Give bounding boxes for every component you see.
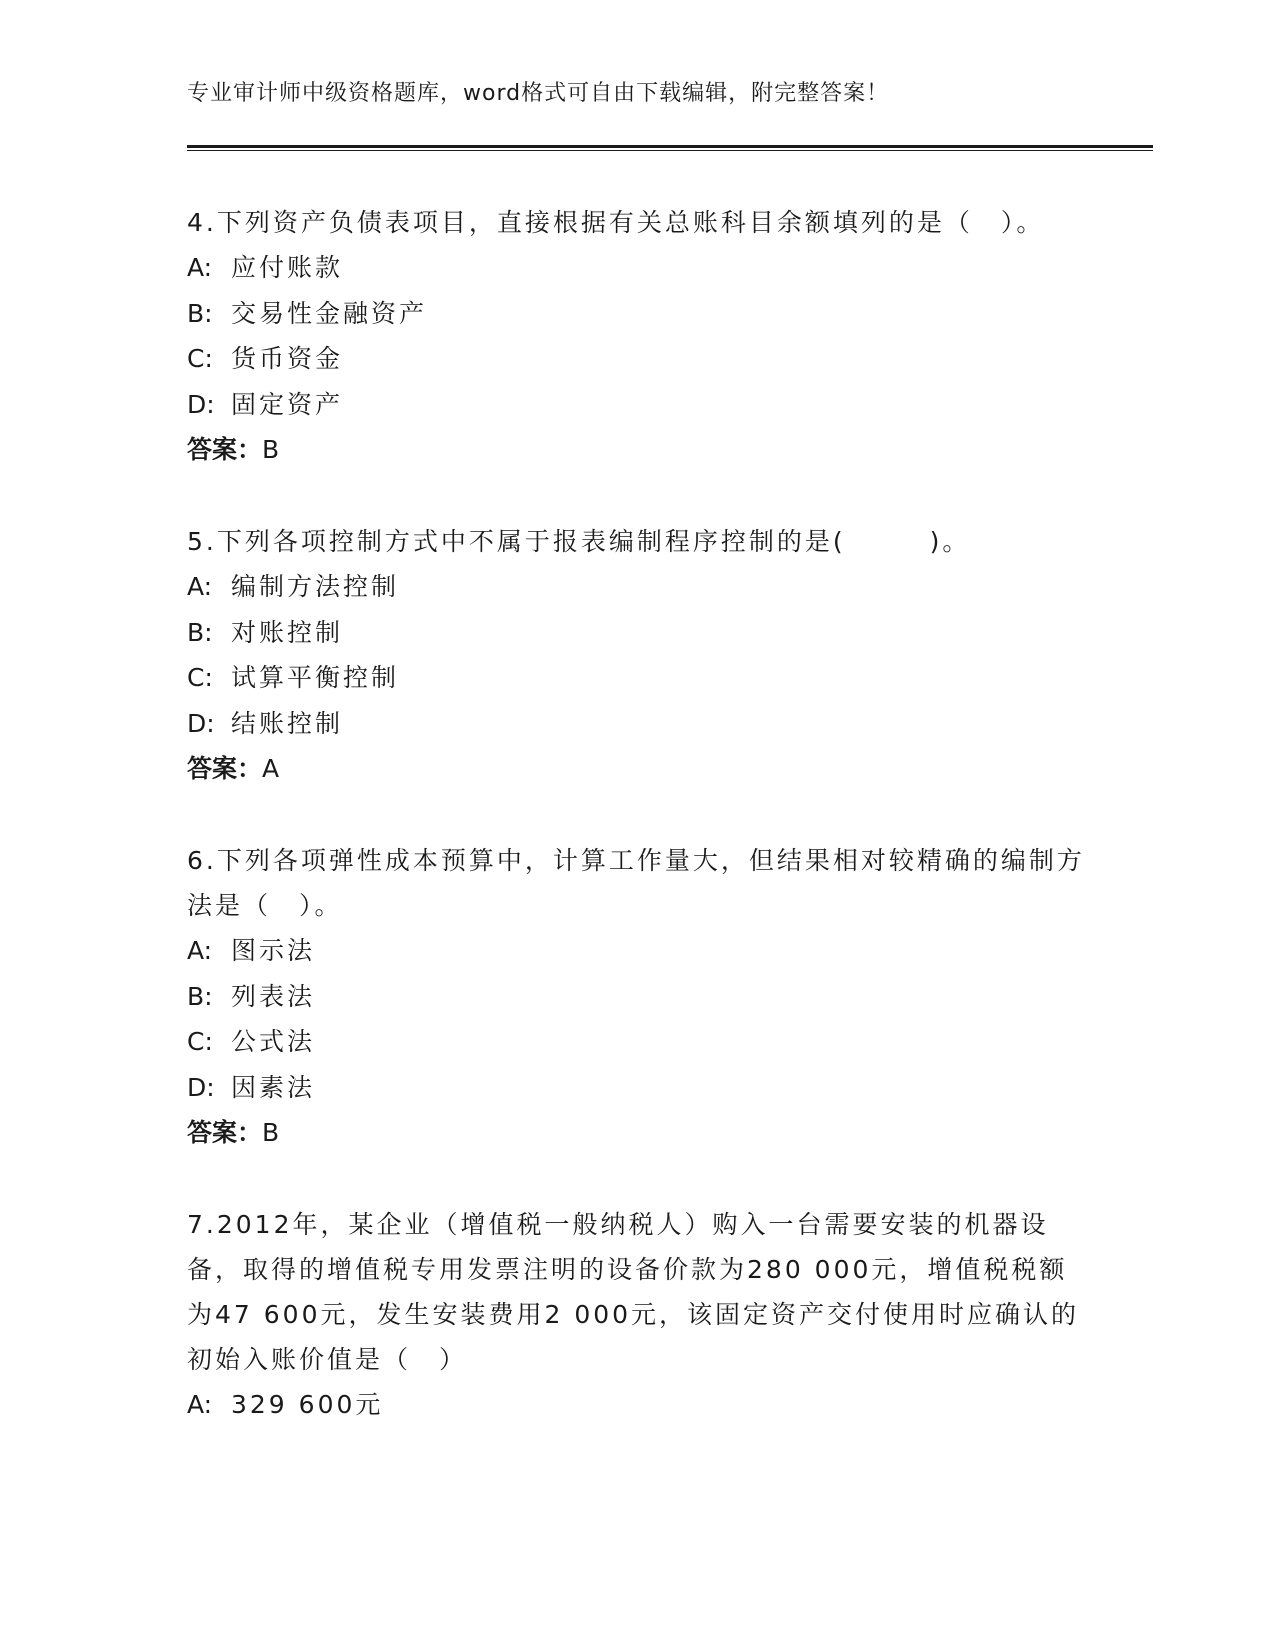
- option-c: [187, 1019, 1087, 1065]
- option-a: [187, 1382, 1087, 1428]
- option-letter: B:: [187, 981, 213, 1011]
- option-text: 编制方法控制: [231, 572, 400, 601]
- option-text: 应付账款: [231, 253, 344, 282]
- option-text: 交易性金融资产: [231, 298, 428, 328]
- header-divider: [187, 145, 1153, 148]
- option-text: 货币资金: [231, 344, 344, 373]
- answer-value: B: [262, 1118, 280, 1147]
- question-stem: 6.下列各项弹性成本预算中，计算工作量大，但结果相对较精确的编制方法是（ ）。: [187, 846, 1085, 920]
- answer-line: [187, 746, 1087, 792]
- answer-value: A: [262, 754, 280, 783]
- option-a: [187, 564, 1087, 610]
- option-d: [187, 701, 1087, 747]
- option-text: 图示法: [231, 936, 316, 965]
- question-item: [187, 200, 1087, 473]
- question-item: [187, 519, 1087, 792]
- option-text: 列表法: [231, 981, 316, 1011]
- option-letter: A:: [187, 936, 213, 965]
- answer-value: B: [262, 435, 280, 464]
- option-d: [187, 382, 1087, 428]
- page-header: 专业审计师中级资格题库，word格式可自由下载编辑，附完整答案！: [187, 81, 890, 106]
- question-stem: 7.2012年，某企业（增值税一般纳税人）购入一台需要安装的机器设备，取得的增值税专用发票注明的设备价款为280 000元，增值税税额为47 600元，发生安装费用2 000元，该固定资产交付使用时应确认的初始入账价值是（ ）: [187, 1210, 1080, 1374]
- option-letter: C:: [187, 344, 213, 373]
- option-text: 固定资产: [231, 389, 344, 419]
- option-letter: C:: [187, 1027, 213, 1056]
- answer-label: 答案：: [187, 754, 263, 783]
- question-item: [187, 1202, 1087, 1428]
- answer-line: [187, 427, 1087, 473]
- option-c: [187, 655, 1087, 701]
- option-b: [187, 291, 1087, 337]
- option-letter: B:: [187, 617, 213, 647]
- option-b: [187, 974, 1087, 1020]
- question-list: [187, 200, 1087, 1474]
- option-d: [187, 1065, 1087, 1111]
- option-letter: A:: [187, 253, 213, 282]
- option-letter: D:: [187, 389, 215, 419]
- option-text: 对账控制: [231, 617, 344, 647]
- option-c: [187, 336, 1087, 382]
- question-stem: 5.下列各项控制方式中不属于报表编制程序控制的是( )。: [187, 527, 971, 556]
- option-letter: D:: [187, 1072, 215, 1102]
- option-text: 329 600元: [231, 1390, 384, 1419]
- answer-label: 答案：: [187, 1118, 263, 1147]
- option-a: [187, 928, 1087, 974]
- option-text: 结账控制: [231, 708, 344, 738]
- option-letter: D:: [187, 708, 215, 738]
- question-stem: 4.下列资产负债表项目，直接根据有关总账科目余额填列的是（ ）。: [187, 208, 1045, 237]
- option-letter: A:: [187, 1390, 213, 1419]
- option-letter: A:: [187, 572, 213, 601]
- option-text: 公式法: [231, 1027, 316, 1056]
- option-letter: B:: [187, 298, 213, 328]
- answer-label: 答案：: [187, 435, 263, 464]
- option-text: 因素法: [231, 1072, 316, 1102]
- answer-line: [187, 1110, 1087, 1156]
- option-letter: C:: [187, 663, 213, 692]
- option-a: [187, 245, 1087, 291]
- option-text: 试算平衡控制: [231, 663, 400, 692]
- question-item: [187, 838, 1087, 1156]
- option-b: [187, 610, 1087, 656]
